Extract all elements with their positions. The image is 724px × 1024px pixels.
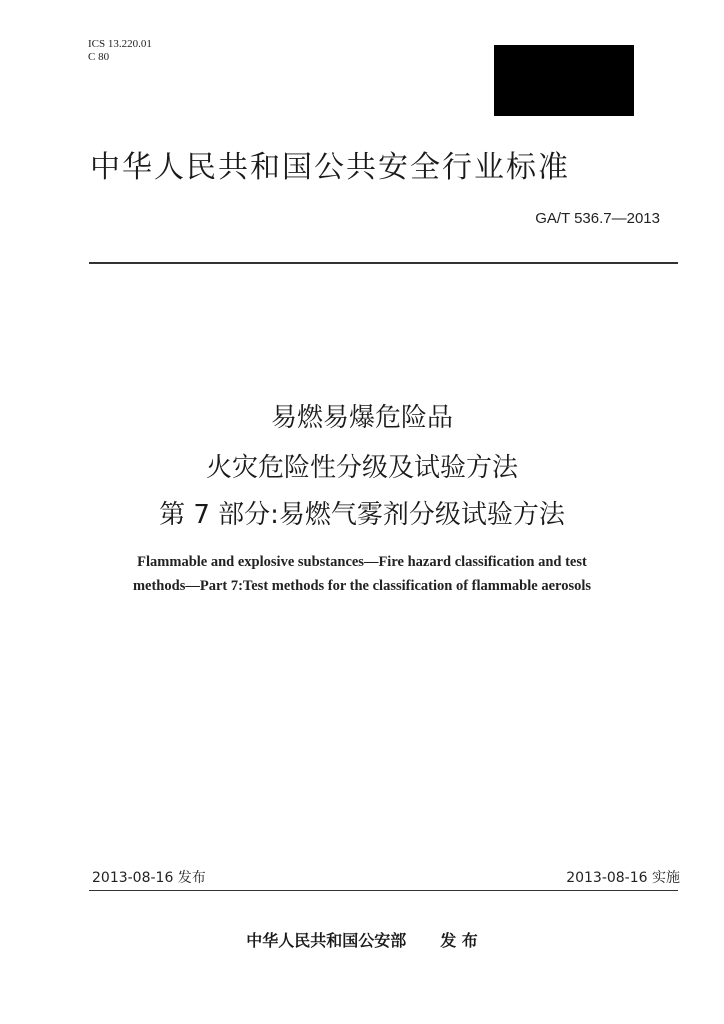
english-title-line-2: methods—Part 7:Test methods for the classification of flammable aerosols bbox=[132, 578, 592, 594]
standard-title: 中华人民共和国公共安全行业标准 bbox=[90, 150, 570, 185]
classification-codes bbox=[88, 38, 152, 64]
issuer-name: 中华人民共和国公安部 bbox=[246, 931, 407, 950]
title-line-1: 易燃易爆危险品 bbox=[270, 403, 453, 433]
header-divider bbox=[89, 262, 678, 264]
redaction-block bbox=[494, 45, 634, 116]
issuer-action: 发 布 bbox=[440, 931, 478, 950]
english-title-line-1: Flammable and explosive substances—Fire hazard classification and test bbox=[137, 554, 587, 570]
issue-date: 2013-08-16 发布 bbox=[92, 870, 206, 886]
title-line-3: 第 7 部分:易燃气雾剂分级试验方法 bbox=[159, 500, 565, 530]
issuer bbox=[0, 928, 724, 951]
standard-number: GA/T 536.7—2013 bbox=[535, 210, 660, 227]
ccs-code: C 80 bbox=[88, 51, 110, 63]
implementation-date: 2013-08-16 实施 bbox=[566, 870, 680, 886]
title-line-2: 火灾危险性分级及试验方法 bbox=[205, 453, 518, 483]
ics-code: ICS 13.220.01 bbox=[88, 38, 152, 50]
footer-divider bbox=[89, 890, 678, 891]
